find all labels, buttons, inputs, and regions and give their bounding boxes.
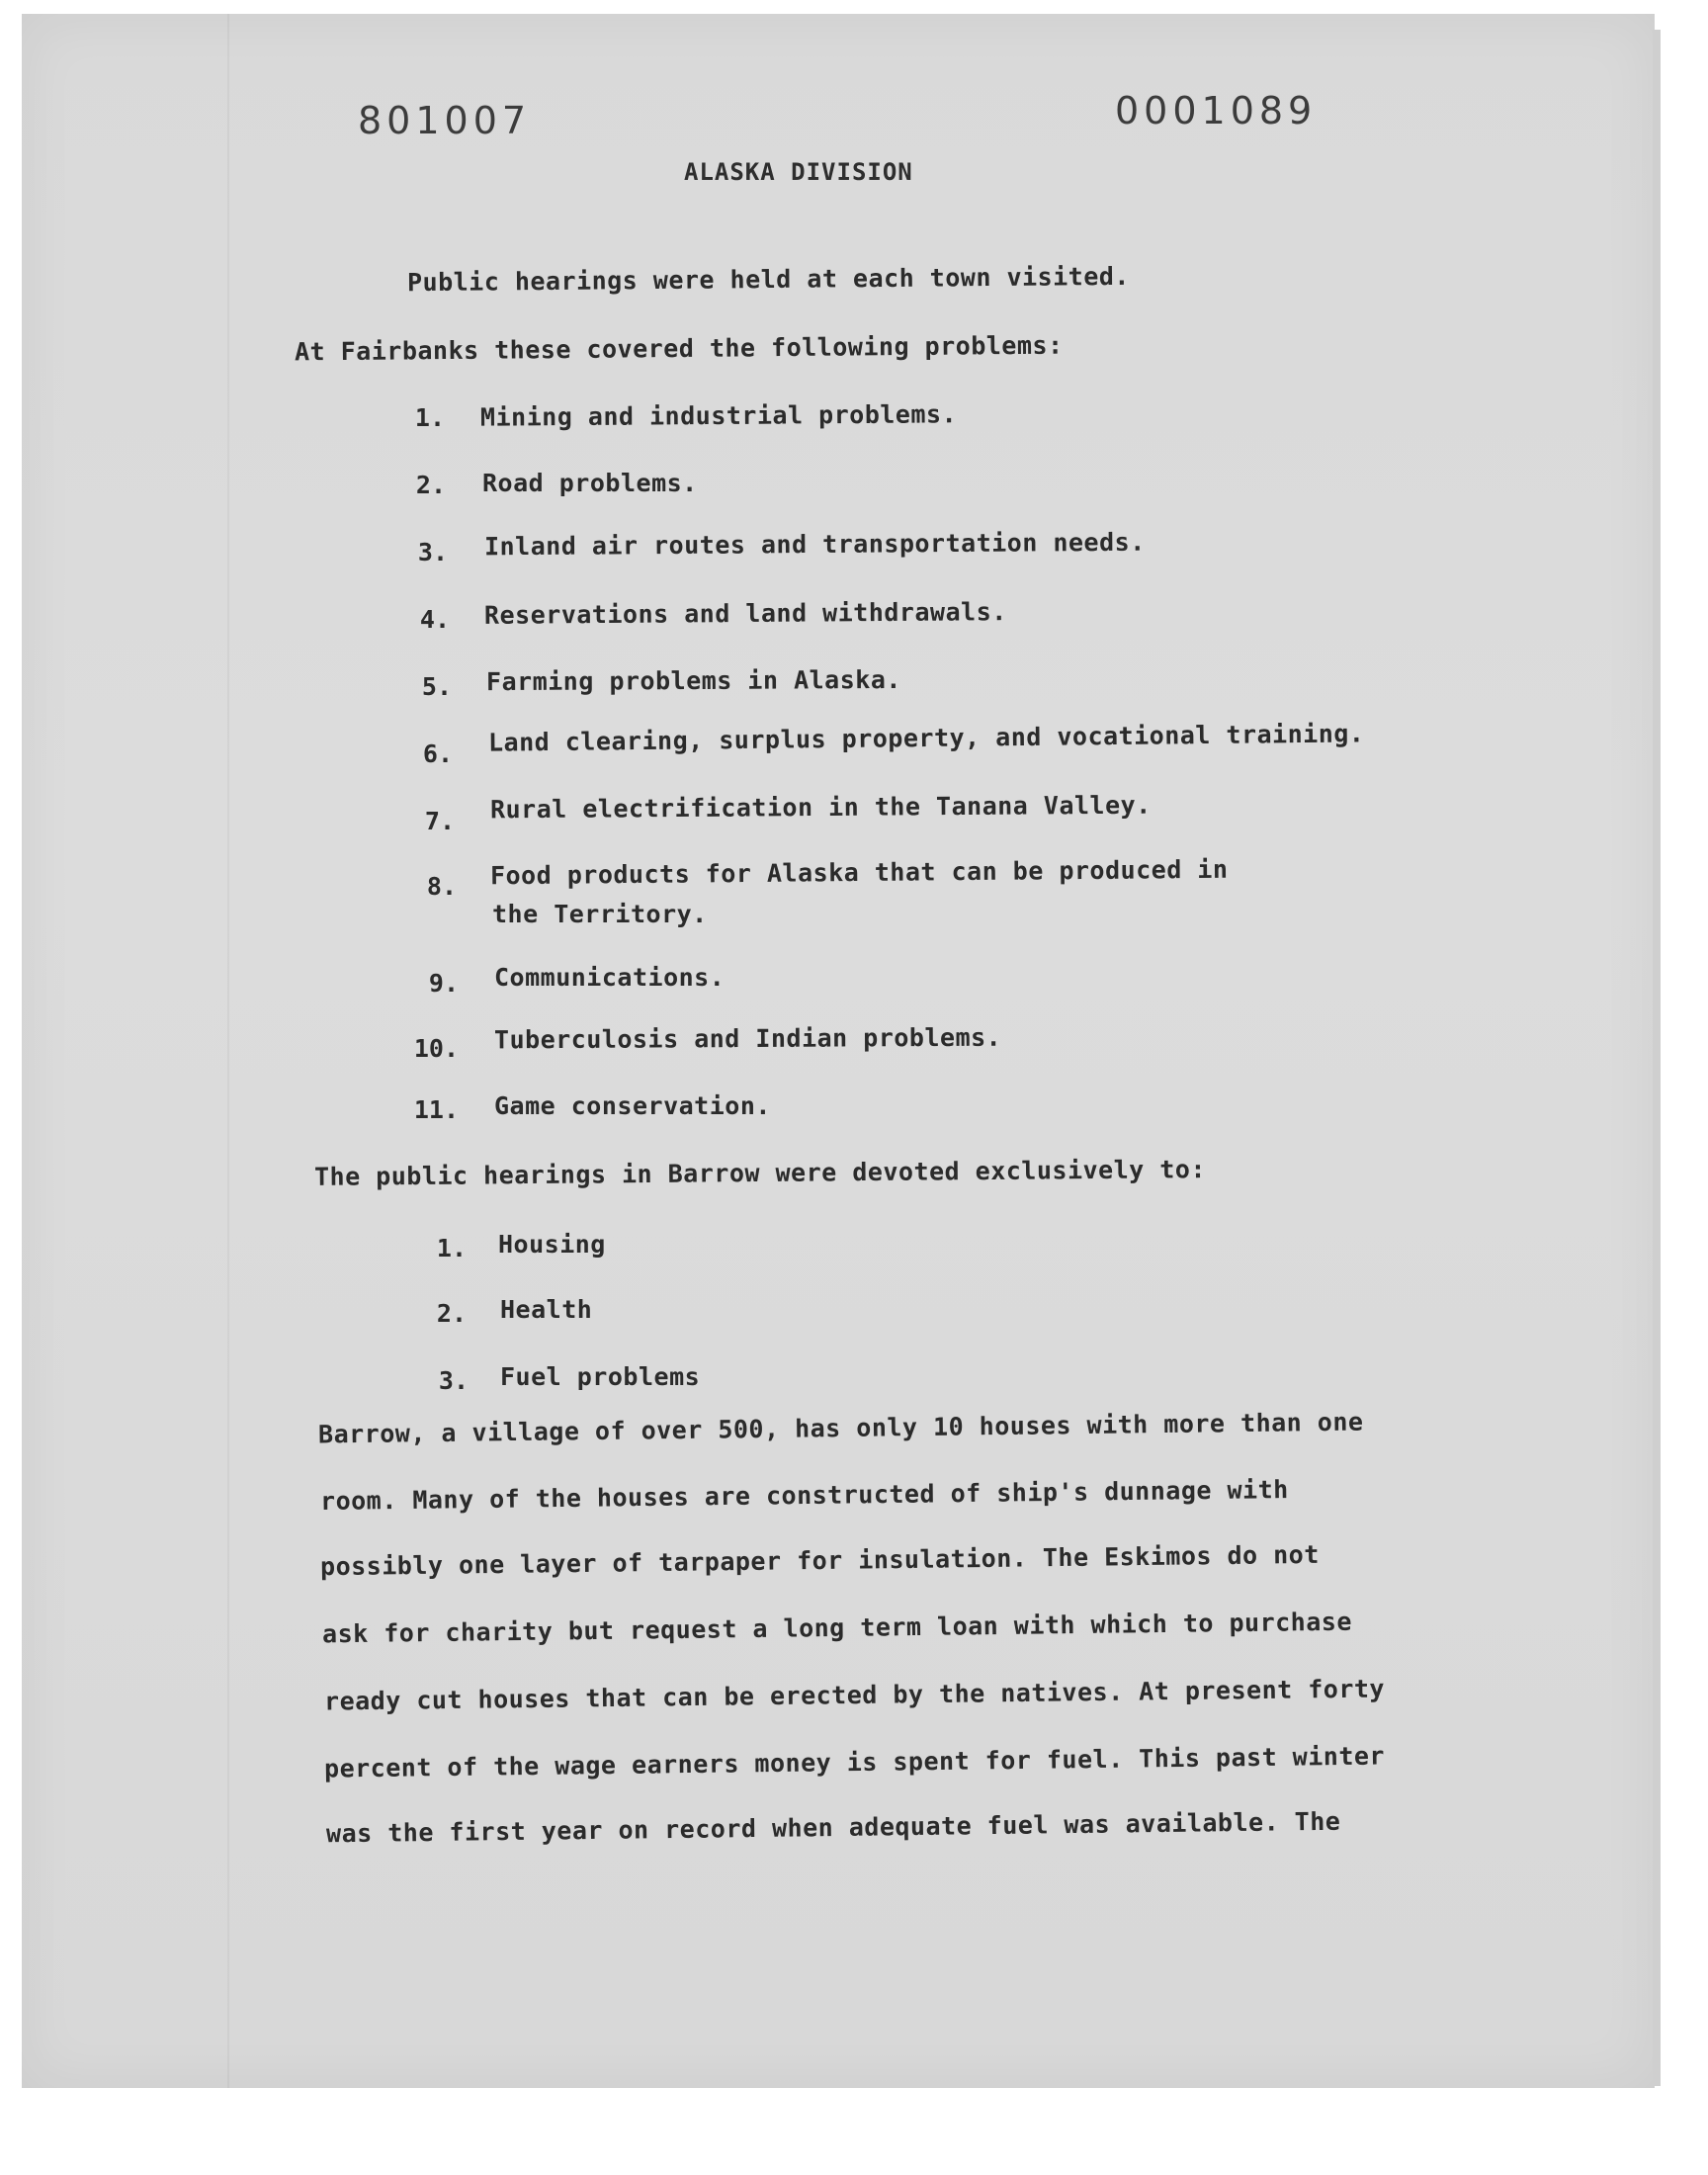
paragraph-line: ready cut houses that can be erected by the natives. At present forty	[323, 1674, 1386, 1716]
list-item-text: Fuel problems	[500, 1362, 701, 1391]
list-item-text: Housing	[498, 1230, 606, 1259]
list-item-text: Inland air routes and transportation needs.	[483, 527, 1146, 562]
list-item-number: 3.	[417, 538, 448, 566]
page-fold	[227, 14, 229, 2088]
barrow-intro: The public hearings in Barrow were devoted exclusively to:	[313, 1155, 1207, 1191]
list-item-number: 4.	[419, 605, 450, 634]
intro-line-1: Public hearings were held at each town visited.	[406, 261, 1131, 298]
paragraph-line: room. Many of the houses are constructed of ship's dunnage with	[319, 1475, 1289, 1516]
list-item-number: 2.	[415, 471, 446, 499]
list-item-number: 9.	[428, 969, 459, 998]
page-title: ALASKA DIVISION	[684, 158, 913, 186]
list-item-number: 11.	[413, 1095, 459, 1124]
list-item-text: Communications.	[494, 963, 726, 992]
list-item-number: 8.	[426, 872, 457, 901]
paragraph-line: was the first year on record when adequate fuel was available. The	[325, 1806, 1341, 1849]
list-item-text: Reservations and land withdrawals.	[483, 597, 1007, 630]
list-item-text: Health	[500, 1295, 593, 1324]
list-item-text: Road problems.	[482, 469, 698, 497]
list-item-text: Land clearing, surplus property, and vocational training.	[487, 719, 1365, 757]
intro-line-2: At Fairbanks these covered the following problems:	[294, 330, 1064, 367]
list-item-number: 3.	[438, 1366, 469, 1395]
list-item-number: 2.	[436, 1299, 467, 1328]
paragraph-line: Barrow, a village of over 500, has only 10 houses with more than one	[317, 1407, 1364, 1449]
list-item-text-continued: the Territory.	[492, 900, 708, 928]
serial-number-left: 801007	[358, 99, 532, 142]
page-edge	[1653, 30, 1661, 2086]
list-item-text: Game conservation.	[494, 1091, 771, 1120]
paragraph-line: ask for charity but request a long term loan with which to purchase	[321, 1607, 1353, 1649]
list-item-text: Tuberculosis and Indian problems.	[493, 1022, 1002, 1055]
list-item-text: Rural electrification in the Tanana Valley.	[489, 790, 1152, 825]
list-item-number: 6.	[422, 740, 453, 768]
list-item-text: Mining and industrial problems.	[479, 399, 958, 432]
list-item-text: Food products for Alaska that can be produced in	[489, 854, 1229, 891]
scan-margin	[0, 2088, 1708, 2175]
list-item-text: Farming problems in Alaska.	[485, 664, 901, 697]
paragraph-line: possibly one layer of tarpaper for insulation. The Eskimos do not	[319, 1539, 1320, 1582]
serial-number-right: 0001089	[1115, 89, 1318, 132]
list-item-number: 1.	[436, 1234, 467, 1262]
list-item-number: 10.	[413, 1034, 459, 1063]
paragraph-line: percent of the wage earners money is spent for fuel. This past winter	[323, 1741, 1386, 1784]
list-item-number: 5.	[421, 672, 452, 701]
list-item-number: 7.	[424, 807, 455, 835]
list-item-number: 1.	[414, 403, 445, 432]
